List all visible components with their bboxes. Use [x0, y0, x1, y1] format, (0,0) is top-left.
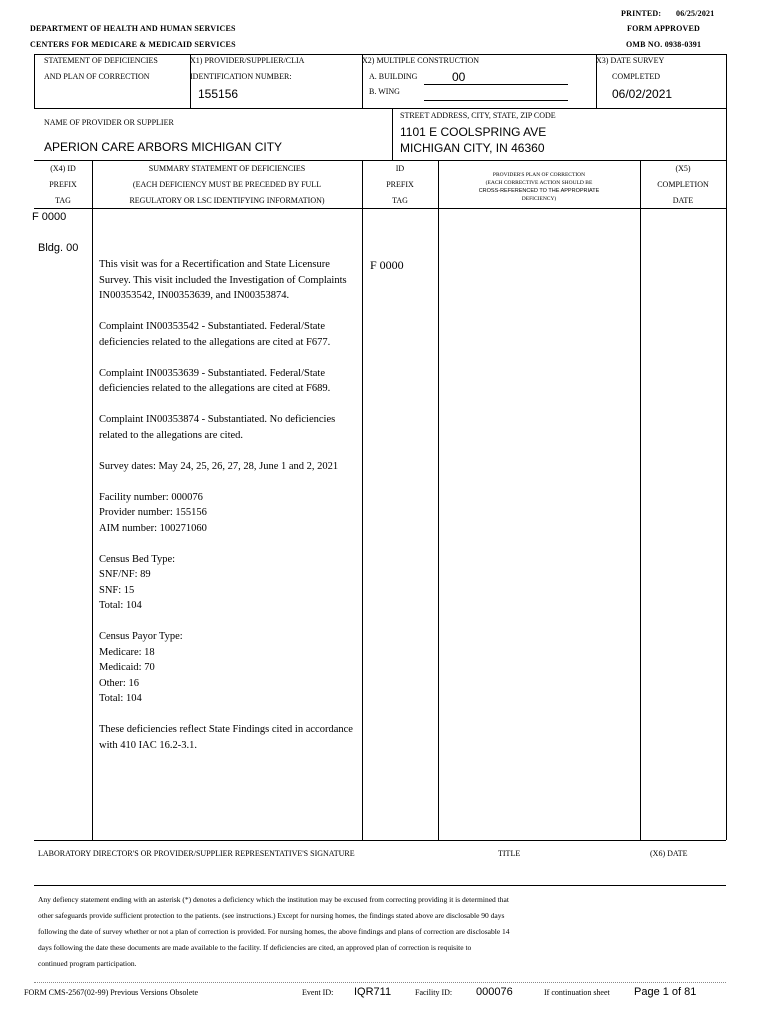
id-header: ID	[395, 164, 405, 173]
summary-header: SUMMARY STATEMENT OF DEFICIENCIES	[148, 164, 306, 173]
summary-paragraph: Complaint IN00353542 - Substantiated. Federal/State deficiencies related to the allegations are cited at F677.	[99, 321, 331, 348]
building-value: 00	[452, 70, 466, 84]
summary-paragraph: This visit was for a Recertification and State Licensure Survey. This visit included the Investigation of Complaints IN00353542, IN00353639, and IN00353874.	[99, 259, 347, 301]
address-line-1: 1101 E COOLSPRING AVE	[400, 125, 547, 139]
printed-label: PRINTED:	[621, 9, 662, 18]
deficiency-summary-text	[99, 257, 359, 769]
disclaimer-line: following the date of survey whether or not a plan of correction is provided. For nursing homes, the above findings and plans of correction are disclosable 14	[38, 927, 510, 936]
completion-header: COMPLETION	[657, 180, 709, 189]
date-label: (X6) DATE	[650, 849, 688, 858]
omb-number: OMB NO. 0938-0391	[626, 40, 702, 49]
title-label: TITLE	[498, 849, 521, 858]
statement-label: STATEMENT OF DEFICIENCIES	[44, 56, 158, 65]
address-line-2: MICHIGAN CITY, IN 46360	[400, 141, 545, 155]
cms-heading: CENTERS FOR MEDICARE & MEDICAID SERVICES	[30, 40, 236, 49]
summary-subheader-2: REGULATORY OR LSC IDENTIFYING INFORMATION)	[129, 196, 325, 205]
plan-header: PROVIDER'S PLAN OF CORRECTION	[492, 172, 586, 178]
form-number: FORM CMS-2567(02-99) Previous Versions Obsolete	[24, 988, 199, 997]
address-label: STREET ADDRESS, CITY, STATE, ZIP CODE	[400, 111, 556, 120]
id-prefix-header: PREFIX	[386, 180, 414, 189]
x4-id-header: (X4) ID	[50, 164, 76, 173]
summary-subheader-1: (EACH DEFICIENCY MUST BE PRECEDED BY FULL	[132, 180, 322, 189]
disclaimer-line: Any defiency statement ending with an asterisk (*) denotes a deficiency which the institution may be excused from correcting providing it is determined that	[38, 895, 509, 904]
right-tag: F 0000	[370, 258, 404, 272]
event-id-value: IQR711	[354, 986, 392, 998]
provider-id-value: 155156	[198, 87, 239, 101]
event-id-label: Event ID:	[302, 988, 334, 997]
signature-label: LABORATORY DIRECTOR'S OR PROVIDER/SUPPLIER REPRESENTATIVE'S SIGNATURE	[38, 849, 355, 858]
plan-subheader-3: DEFICIENCY)	[521, 196, 557, 202]
x1-label: X1) PROVIDER/SUPPLIER/CLIA	[190, 56, 305, 65]
form-approved: FORM APPROVED	[627, 24, 701, 33]
department-heading: DEPARTMENT OF HEALTH AND HUMAN SERVICES	[30, 24, 236, 33]
x4-prefix-header: PREFIX	[49, 180, 77, 189]
continuation-label: If continuation sheet	[544, 988, 610, 997]
summary-paragraph: Survey dates: May 24, 25, 26, 27, 28, June 1 and 2, 2021	[99, 460, 339, 472]
summary-paragraph: Census Bed Type: SNF/NF: 89 SNF: 15 Total: 104	[99, 553, 176, 611]
wing-label: B. WING	[369, 87, 400, 96]
building-label: A. BUILDING	[369, 72, 418, 81]
x2-label: X2) MULTIPLE CONSTRUCTION	[362, 56, 480, 65]
summary-paragraph: Census Payor Type: Medicare: 18 Medicaid: 70 Other: 16 Total: 104	[99, 631, 183, 704]
x5-header: (X5)	[675, 164, 691, 173]
summary-paragraph: Facility number: 000076 Provider number: 155156 AIM number: 100271060	[99, 491, 207, 534]
id-tag-header: TAG	[392, 196, 408, 205]
printed-date: 06/25/2021	[676, 9, 715, 18]
summary-paragraph: Complaint IN00353639 - Substantiated. Federal/State deficiencies related to the allegations are cited at F689.	[99, 367, 331, 394]
plan-subheader-1: (EACH CORRECTIVE ACTION SHOULD BE	[485, 180, 593, 186]
building-tag: Bldg. 00	[38, 242, 79, 254]
x1-id-label: IDENTIFICATION NUMBER:	[190, 72, 292, 81]
disclaimer-line: continued program participation.	[38, 959, 137, 968]
plan-correction-label: AND PLAN OF CORRECTION	[44, 72, 150, 81]
summary-paragraph: These deficiencies reflect State Findings cited in accordance with 410 IAC 16.2-3.1.	[99, 724, 353, 751]
left-tag: F 0000	[32, 211, 67, 223]
provider-name-label: NAME OF PROVIDER OR SUPPLIER	[44, 118, 174, 127]
disclaimer-line: days following the date these documents are made available to the facility. If deficiencies are cited, an approved plan of correction is requisite to	[38, 943, 472, 952]
facility-id-label: Facility ID:	[415, 988, 453, 997]
facility-id-value: 000076	[476, 986, 513, 998]
survey-date-value: 06/02/2021	[612, 87, 673, 101]
completed-label: COMPLETED	[612, 72, 660, 81]
disclaimer	[38, 892, 608, 972]
x4-tag-header: TAG	[55, 196, 71, 205]
disclaimer-line: other safeguards provide sufficient protection to the patients. (see instructions.) Except for nursing homes, the findings stated above are disclosable 90 days	[38, 911, 505, 920]
x3-label: X3) DATE SURVEY	[596, 56, 665, 65]
completion-date-header: DATE	[672, 196, 694, 205]
summary-paragraph: Complaint IN00353874 - Substantiated. No deficiencies related to the allegations are cited.	[99, 414, 336, 441]
plan-subheader-2: CROSS-REFERENCED TO THE APPROPRIATE	[478, 188, 600, 194]
page-number: Page 1 of 81	[634, 986, 697, 998]
provider-name-value: APERION CARE ARBORS MICHIGAN CITY	[44, 140, 283, 154]
